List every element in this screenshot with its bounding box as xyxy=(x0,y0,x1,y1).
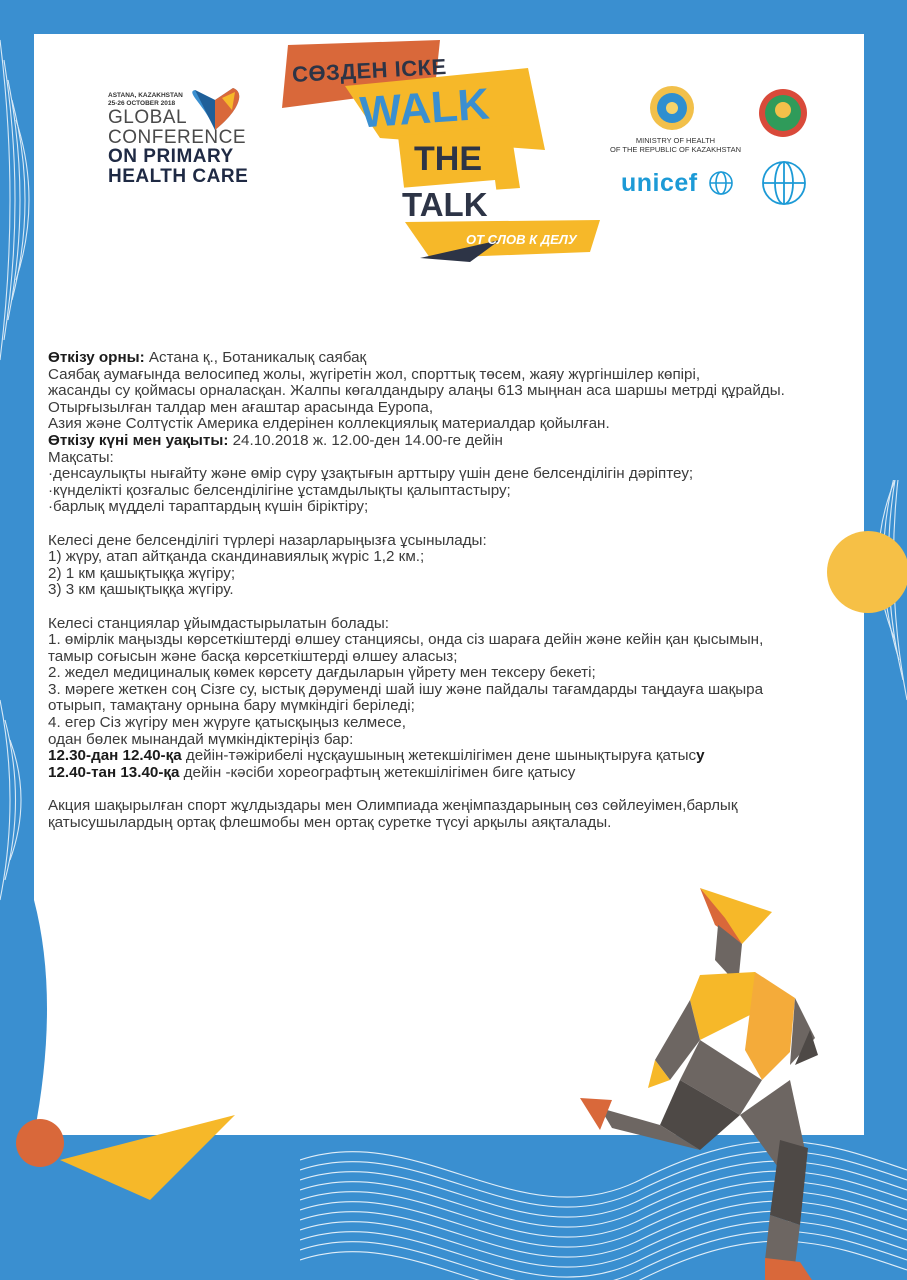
closing-text: қатысушылардың ортақ флешмобы мен ортақ суретке түсуі арқылы аяқталады. xyxy=(48,813,612,831)
schedule-line xyxy=(48,748,868,765)
station-item: 4. егер Сіз жүгіру мен жүруге қатысқыңыз келмесе, xyxy=(48,714,406,732)
unicef-logo: unicef xyxy=(621,169,698,197)
goal-item: ·денсаулықты нығайту және өмір сүру ұзақтығын арттыру үшін дене белсенділігін дәріптеу; xyxy=(48,465,694,483)
campaign-kz: СӨЗДЕН ІСКЕ xyxy=(291,53,448,88)
park-description-3: Отырғызылған талдар мен ағаштар арасында Еуропа, xyxy=(48,398,434,416)
activity-item: 1) жүру, атап айтқанда скандинавиялық жүріс 1,2 км.; xyxy=(48,548,425,566)
conference-location: ASTANA, KAZAKHSTAN xyxy=(108,92,183,99)
schedule-line xyxy=(48,765,868,782)
the-word: THE xyxy=(414,140,482,178)
schedule-time: 12.40-тан 13.40-қа xyxy=(48,763,180,781)
ministry-line1: MINISTRY OF HEALTH xyxy=(635,136,716,145)
conference-line1: GLOBAL xyxy=(108,107,188,128)
schedule-desc: дейін -кәсіби хореографтың жетекшілігімен биге қатысу xyxy=(179,763,576,781)
park-description-4: Азия және Солтүстік Америка елдерінен коллекциялық материалдар қойылған. xyxy=(48,415,610,433)
park-description-2: жасанды су қоймасы орналасқан. Жалпы көгалдандыру алаңы 613 мыңнан аса шаршы метрді құрайды. xyxy=(48,382,785,400)
un-globe-icon xyxy=(710,172,732,194)
schedule-time: 12.30-дан 12.40-қа xyxy=(48,747,182,765)
orange-circle xyxy=(16,1119,64,1167)
date-line xyxy=(48,433,868,450)
date-value: 24.10.2018 ж. 12.00-ден 14.00-ге дейін xyxy=(228,431,503,449)
venue-value: Астана қ., Ботаникалық саябақ xyxy=(144,349,367,366)
conference-dates: 25-26 OCTOBER 2018 xyxy=(108,100,176,107)
ministry-line2: OF THE REPUBLIC OF KAZAKHSTAN xyxy=(610,145,741,154)
activities-title: Келесі дене белсенділігі түрлері назарларыңызға ұсынылады: xyxy=(48,531,487,549)
conference-line2: CONFERENCE xyxy=(108,126,247,148)
schedule-desc: дейін-тәжірибелі нұсқаушының жетекшілігімен дене шынықтыруға қатыс xyxy=(181,747,697,765)
body-text xyxy=(48,350,868,831)
station-item: 1. өмірлік маңызды көрсеткіштерді өлшеу станциясы, онда сіз шараға дейін және кейін қан қысымын, xyxy=(48,631,764,649)
conference-line3: ON PRIMARY xyxy=(108,146,234,167)
kazakhstan-emblem-icon xyxy=(650,86,694,130)
station-item: тамыр соғысын және басқа көрсеткіштерді өлшеу аласыз; xyxy=(48,647,458,665)
walk-word: WALK xyxy=(358,79,492,138)
park-description-1: Саябақ аумағында велосипед жолы, жүгіретін жол, спорттық төсем, жаяу жүргіншілер көпірі, xyxy=(48,365,701,383)
activity-item: 2) 1 км қашықтыққа жүгіру; xyxy=(48,564,236,582)
ministry-label xyxy=(598,136,753,154)
stations-title: Келесі станциялар ұйымдастырылатын болады: xyxy=(48,614,390,632)
venue-label: Өткізу орны: xyxy=(48,349,145,366)
station-item: одан бөлек мынандай мүмкіндіктеріңіз бар: xyxy=(48,730,354,748)
station-item: 2. жедел медициналық көмек көрсету дағдыларын үйрету мен тексеру бекеті; xyxy=(48,664,596,682)
who-emblem-icon xyxy=(763,162,805,204)
closing-text: Акция шақырылған спорт жұлдыздары мен Олимпиада жеңімпаздарының сөз сөйлеуімен,барлық xyxy=(48,797,738,815)
venue-line xyxy=(48,350,868,367)
station-item: 3. мәреге жеткен соң Сізге су, ыстық дәруменді шай ішу және пайдалы тағамдарды таңдауға шақыра xyxy=(48,680,764,698)
activity-item: 3) 3 км қашықтыққа жүгіру. xyxy=(48,581,234,599)
conference-line4: HEALTH CARE xyxy=(108,165,249,187)
campaign-ru: ОТ СЛОВ К ДЕЛУ xyxy=(466,232,577,247)
station-item: отырып, тамақтану орнына бару мүмкіндігі беріледі; xyxy=(48,697,415,715)
global-conference-logo xyxy=(108,92,248,186)
goal-item: ·күнделікті қозғалыс белсенділігіне ұстамдылықты қалыптастыру; xyxy=(48,481,511,499)
date-label: Өткізу күні мен уақыты: xyxy=(48,431,229,449)
schedule-desc-end: у xyxy=(696,747,705,765)
talk-word: TALK xyxy=(402,186,488,223)
astana-emblem-icon xyxy=(759,89,807,137)
goal-item: ·барлық мүдделі тараптардың күшін біріктіру; xyxy=(48,498,369,516)
goals-title: Мақсаты: xyxy=(48,448,114,466)
